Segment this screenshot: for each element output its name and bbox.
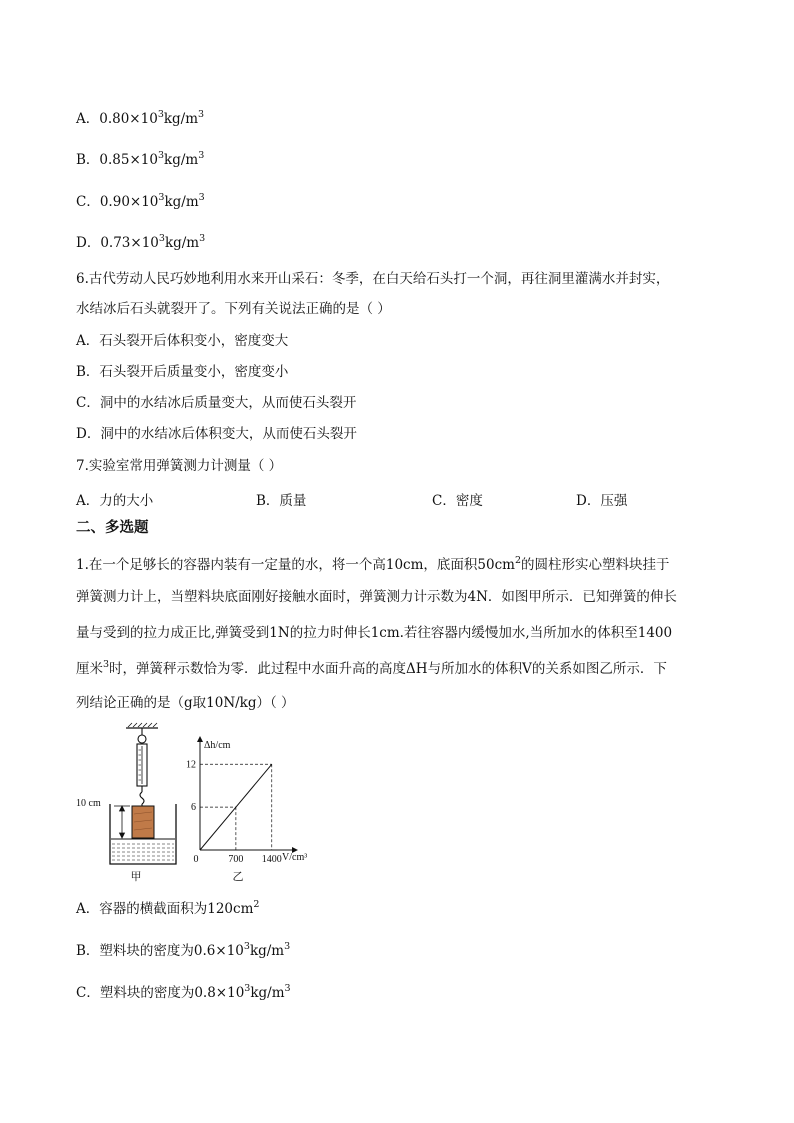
mq1-stem-line5: 列结论正确的是（g取10N/kg）（ ） xyxy=(76,695,295,711)
figure-svg xyxy=(76,722,326,884)
height-label: 10 cm xyxy=(76,798,101,809)
height-dimension xyxy=(114,806,130,838)
y-axis-arrow xyxy=(197,736,203,742)
mq1-option-b[interactable]: B．塑料块的密度为$0.6\times 10^3kg/m^3$ xyxy=(76,941,291,959)
q7-stem: 7.实验室常用弹簧测力计测量（ ） xyxy=(76,458,283,474)
section-heading-multiple-choice: 二、多选题 xyxy=(76,520,149,536)
mq1-stem-line4: 厘米$^3$时，弹簧秤示数恰为零．此过程中水面升高的高度ΔH与所加水的体积V的关系如图乙所示．下 xyxy=(76,659,667,677)
q6-option-c[interactable]: C．洞中的水结冰后质量变大，从而使石头裂开 xyxy=(76,395,357,411)
y-tick-label-0: 6 xyxy=(191,802,196,814)
q7-options-row xyxy=(76,489,716,507)
diagram-spring-scale-setup xyxy=(76,723,176,883)
x-tick-label-2: 1400 xyxy=(261,854,282,865)
q6-stem-line1: 6.古代劳动人民巧妙地利用水来开山采石：冬季，在白天给石头打一个洞，再往洞里灌满水并封实， xyxy=(76,271,670,287)
q5-option-b[interactable]: B．$0.85\times 10^3kg/m^3$ xyxy=(76,150,205,168)
q6-option-d[interactable]: D．洞中的水结冰后体积变大，从而使石头裂开 xyxy=(76,426,357,442)
mq1-option-a[interactable]: A．容器的横截面积为$120cm^2$ xyxy=(76,899,260,917)
top-ring xyxy=(138,735,146,743)
q6-option-b[interactable]: B．石头裂开后质量变小，密度变小 xyxy=(76,364,289,380)
chart-dh-vs-v xyxy=(186,736,307,883)
caption-jia: 甲 xyxy=(130,870,142,883)
caption-yi: 乙 xyxy=(232,870,244,883)
q6-stem-line2: 水结冰后石头就裂开了。下列有关说法正确的是（ ） xyxy=(76,301,391,317)
mq1-stem-line2: 弹簧测力计上，当塑料块底面刚好接触水面时，弹簧测力计示数为4N．如图甲所示．已知弹簧的伸长 xyxy=(76,589,677,605)
chart-ylabel: Δh/cm xyxy=(204,740,231,751)
mq1-option-c[interactable]: C．塑料块的密度为$0.8\times 10^3kg/m^3$ xyxy=(76,983,291,1001)
q7-option-c[interactable]: C．密度 xyxy=(432,493,483,509)
q5-option-d[interactable]: D．$0.73\times 10^3kg/m^3$ xyxy=(76,233,206,251)
q7-option-a[interactable]: A．力的大小 xyxy=(76,493,154,509)
q5-option-c[interactable]: C．$0.90\times 10^3kg/m^3$ xyxy=(76,192,205,210)
q6-option-a[interactable]: A．石头裂开后体积变小，密度变大 xyxy=(76,333,289,349)
bottom-hook xyxy=(140,792,144,804)
mq1-stem-line3: 量与受到的拉力成正比,弹簧受到1N的拉力时伸长1cm.若往容器内缓慢加水,当所加水的体积至1400 xyxy=(76,625,673,641)
x-tick-label-1: 700 xyxy=(228,854,244,865)
q7-option-d[interactable]: D．压强 xyxy=(576,493,628,509)
mq1-figure xyxy=(76,722,326,884)
q7-option-b[interactable]: B．质量 xyxy=(256,493,307,509)
water xyxy=(111,839,175,860)
chart-xlabel: V/cm³ xyxy=(282,852,308,863)
ceiling-hatch xyxy=(128,723,157,727)
q5-option-a[interactable]: A．$0.80\times 10^3kg/m^3$ xyxy=(76,109,205,127)
x-tick-label-0: 0 xyxy=(193,854,199,865)
y-tick-label-1: 12 xyxy=(186,759,196,771)
mq1-stem-line1: 1.在一个足够长的容器内装有一定量的水，将一个高10cm，底面积$50cm^2$的圆柱形实心塑料块挂于 xyxy=(76,555,670,573)
